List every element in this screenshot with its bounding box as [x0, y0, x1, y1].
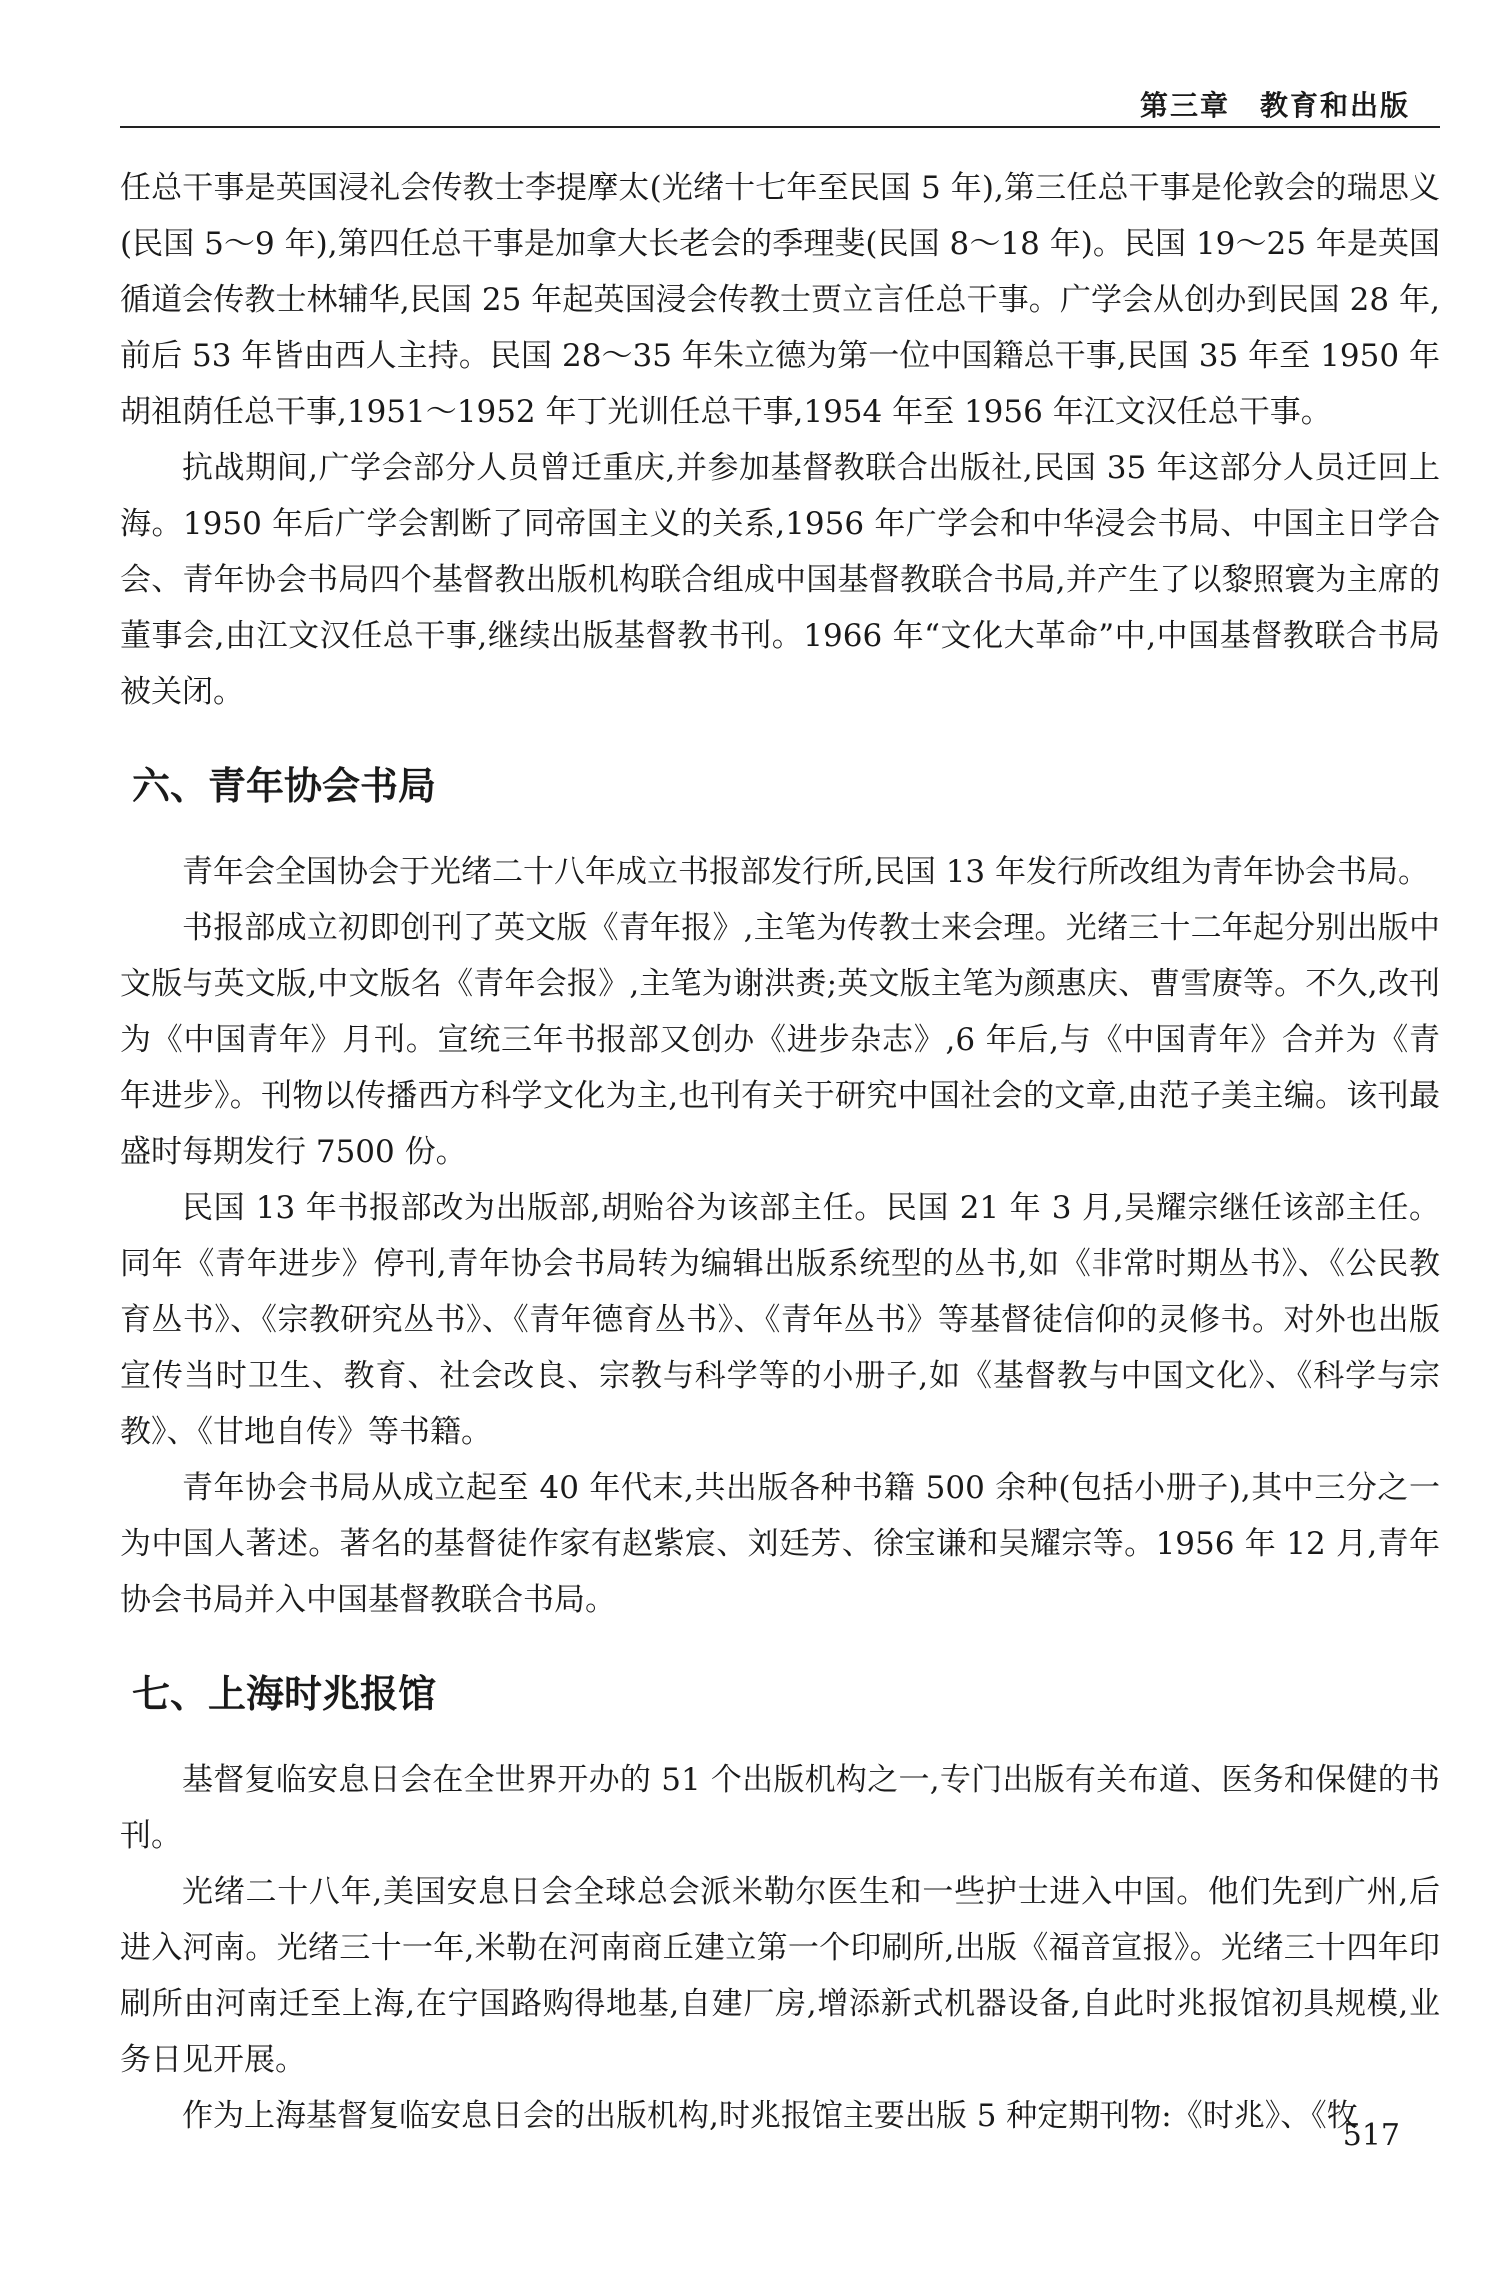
paragraph: 基督复临安息日会在全世界开办的 51 个出版机构之一,专门出版有关布道、医务和保健的书刊。: [120, 1762, 1440, 1854]
page-number: 517: [1342, 2118, 1400, 2153]
paragraph: 民国 13 年书报部改为出版部,胡贻谷为该部主任。民国 21 年 3 月,吴耀宗继任该部主任。同年《青年进步》停刊,青年协会书局转为编辑出版系统型的丛书,如《非常时期丛书》、《公民教育丛书》、《宗教研究丛书》、《青年德育丛书》、《青年丛书》等基督徒信仰的灵修书。对外也出版宣传当时卫生、教育、社会改良、宗教与科学等的小册子,如《基督教与中国文化》、《科学与宗教》、《甘地自传》等书籍。: [120, 1190, 1440, 1450]
paragraph: 光绪二十八年,美国安息日会全球总会派米勒尔医生和一些护士进入中国。他们先到广州,后进入河南。光绪三十一年,米勒在河南商丘建立第一个印刷所,出版《福音宣报》。光绪三十四年印刷所由河南迁至上海,在宁国路购得地基,自建厂房,增添新式机器设备,自此时兆报馆初具规模,业务日见开展。: [120, 1874, 1440, 2078]
paragraph: 作为上海基督复临安息日会的出版机构,时兆报馆主要出版 5 种定期刊物:《时兆》、《牧: [182, 2098, 1358, 2134]
paragraph: 书报部成立初即创刊了英文版《青年报》,主笔为传教士来会理。光绪三十二年起分别出版中文版与英文版,中文版名《青年会报》,主笔为谢洪赉;英文版主笔为颜惠庆、曹雪赓等。不久,改刊为《中国青年》月刊。宣统三年书报部又创办《进步杂志》,6 年后,与《中国青年》合并为《青年进步》。刊物以传播西方科学文化为主,也刊有关于研究中国社会的文章,由范子美主编。该刊最盛时每期发行 7500 份。: [120, 910, 1440, 1170]
page-body: [120, 160, 1440, 2144]
paragraph: 任总干事是英国浸礼会传教士李提摩太(光绪十七年至民国 5 年),第三任总干事是伦敦会的瑞思义(民国 5～9 年),第四任总干事是加拿大长老会的季理斐(民国 8～18 年)。民国 19～25 年是英国循道会传教士林辅华,民国 25 年起英国浸会传教士贾立言任总干事。广学会从创办到民国 28 年,前后 53 年皆由西人主持。民国 28～35 年朱立德为第一位中国籍总干事,民国 35 年至 1950 年胡祖荫任总干事,1951～1952 年丁光训任总干事,1954 年至 1956 年江文汉任总干事。: [120, 170, 1440, 430]
chapter-heading: 第三章 教育和出版: [1139, 89, 1410, 122]
paragraph: 青年会全国协会于光绪二十八年成立书报部发行所,民国 13 年发行所改组为青年协会书局。: [182, 854, 1430, 890]
paragraph: 青年协会书局从成立起至 40 年代末,共出版各种书籍 500 余种(包括小册子),其中三分之一为中国人著述。著名的基督徒作家有赵紫宸、刘廷芳、徐宝谦和吴耀宗等。1956 年 12 月,青年协会书局并入中国基督教联合书局。: [120, 1470, 1440, 1618]
section-title: 七、上海时兆报馆: [132, 1672, 437, 1716]
running-header: [120, 78, 1440, 128]
paragraph: 抗战期间,广学会部分人员曾迁重庆,并参加基督教联合出版社,民国 35 年这部分人员迁回上海。1950 年后广学会割断了同帝国主义的关系,1956 年广学会和中华浸会书局、中国主日学合会、青年协会书局四个基督教出版机构联合组成中国基督教联合书局,并产生了以黎照寰为主席的董事会,由江文汉任总干事,继续出版基督教书刊。1966 年“文化大革命”中,中国基督教联合书局被关闭。: [120, 450, 1440, 710]
section-title: 六、青年协会书局: [132, 764, 437, 808]
